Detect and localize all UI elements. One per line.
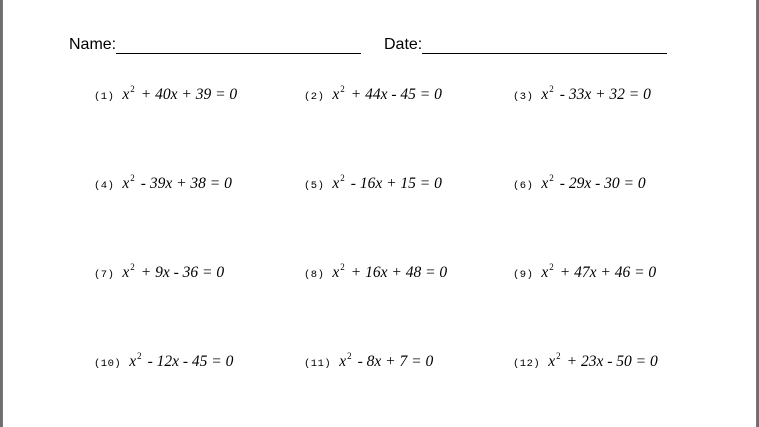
date-label: Date: [384,36,423,53]
problem-2 [304,84,442,104]
equation: $x^2 - 8x + 7 = 0$ [339,351,434,370]
problem-6 [513,173,646,193]
problem-9 [513,262,656,282]
equation: $x^2 + 47x + 46 = 0$ [541,262,657,281]
equation: $x^2 + 9x - 36 = 0$ [122,262,225,281]
problem-4 [94,173,232,193]
problem-number: (4) [94,180,115,192]
problem-number: (1) [94,91,115,103]
problem-1 [94,84,237,104]
problem-number: (12) [513,358,541,370]
problem-number: (8) [304,269,325,281]
equation: $x^2 + 40x + 39 = 0$ [122,84,238,103]
problem-8 [304,262,447,282]
problem-number: (3) [513,91,534,103]
problem-number: (5) [304,180,325,192]
equation: $x^2 - 39x + 38 = 0$ [122,173,232,192]
date-blank-line [422,36,667,54]
equation: $x^2 + 44x - 45 = 0$ [332,84,442,103]
problem-number: (10) [94,358,122,370]
problem-number: (9) [513,269,534,281]
problem-10 [94,351,233,371]
problem-number: (11) [304,358,332,370]
name-label: Name: [69,36,117,53]
problem-7 [94,262,224,282]
name-blank-line [116,36,361,54]
equation: $x^2 - 29x - 30 = 0$ [541,173,646,192]
problem-number: (7) [94,269,115,281]
name-field [69,36,361,54]
equation: $x^2 - 33x + 32 = 0$ [541,84,651,103]
problem-number: (2) [304,91,325,103]
problem-3 [513,84,651,104]
equation: $x^2 - 12x - 45 = 0$ [129,351,234,370]
problem-number: (6) [513,180,534,192]
equation: $x^2 - 16x + 15 = 0$ [332,173,442,192]
equation: $x^2 + 16x + 48 = 0$ [332,262,448,281]
problem-11 [304,351,433,371]
problem-5 [304,173,442,193]
problem-12 [513,351,658,371]
equation: $x^2 + 23x - 50 = 0$ [548,351,658,370]
date-field [384,36,667,54]
worksheet-page [2,0,757,427]
